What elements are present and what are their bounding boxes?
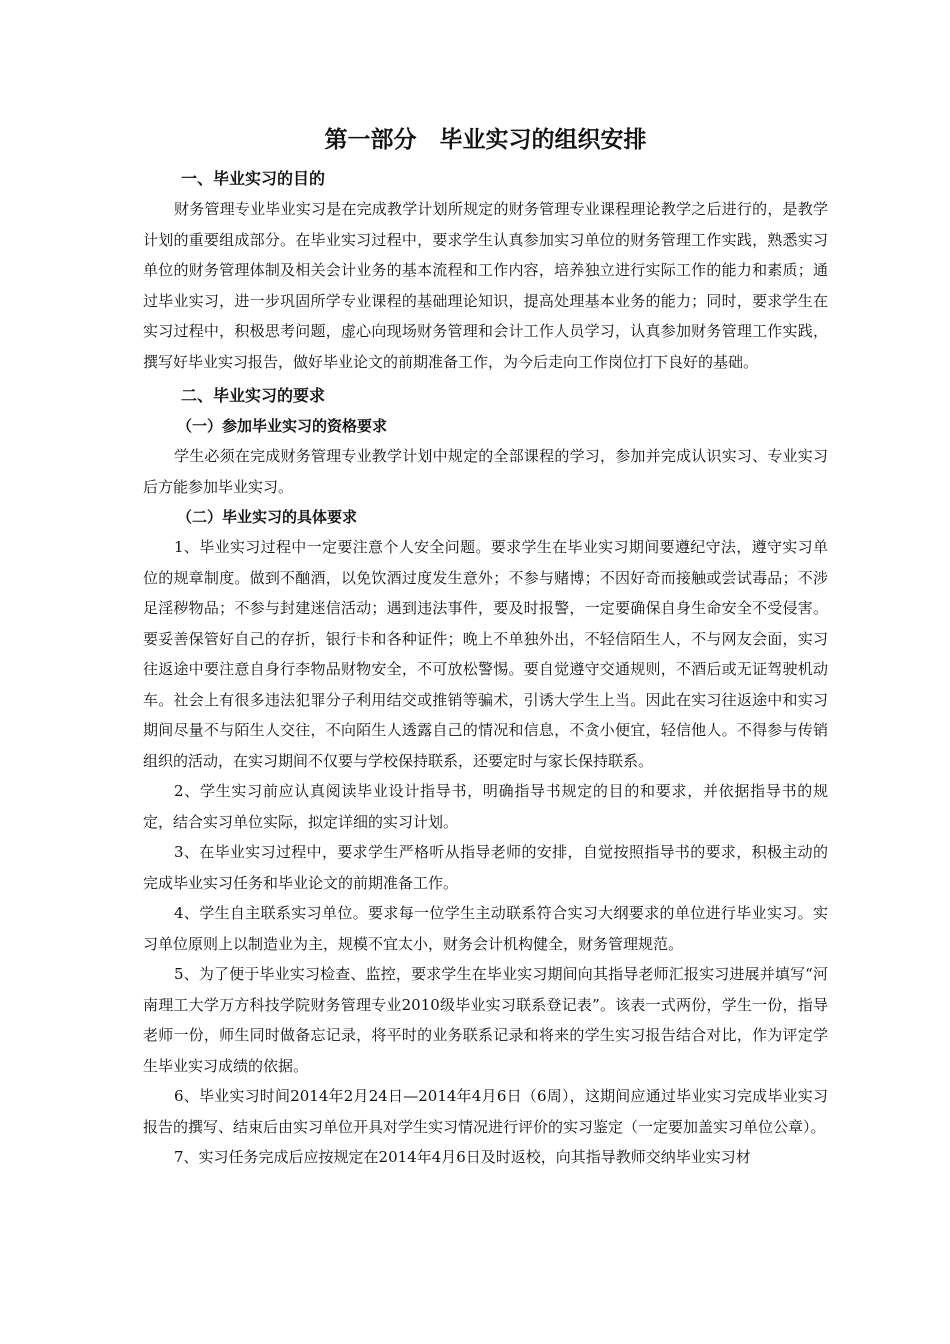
requirement-item-4: 4、学生自主联系实习单位。要求每一位学生主动联系符合实习大纲要求的单位进行毕业实习。实习单位原则上以制造业为主，规模不宜太小，财务会计机构健全，财务管理规范。 [143, 904, 828, 953]
subsection-heading-specific: （二）毕业实习的具体要求 [177, 508, 358, 526]
requirement-item-5: 5、为了便于毕业实习检查、监控，要求学生在毕业实习期间向其指导老师汇报实习进展并填写“河南理工大学万方科技学院财务管理专业2010级毕业实习联系登记表”。该表一式两份，学生一份，指导老师一份，师生同时做备忘记录，将平时的业务联系记录和将来的学生实习报告结合对比，作为评定学生毕业实习成绩的依据。 [143, 965, 828, 1075]
requirement-item-7: 7、实习任务完成后应按规定在2014年4月6日及时返校，向其指导教师交纳毕业实习材 [174, 1148, 751, 1166]
requirement-item-6: 6、毕业实习时间2014年2月24日—2014年4月6日（6周），这期间应通过毕业实习完成毕业实习报告的撰写、结束后由实习单位开具对学生实习情况进行评价的实习鉴定（一定要加盖实习单位公章）。 [143, 1087, 828, 1136]
page-title: 第一部分 毕业实习的组织安排 [324, 127, 647, 153]
subsection-heading-qualification: （一）参加毕业实习的资格要求 [177, 417, 388, 435]
paragraph-qualification: 学生必须在完成财务管理专业教学计划中规定的全部课程的学习，参加并完成认识实习、专业实习后方能参加毕业实习。 [143, 447, 828, 496]
section-heading-requirements: 二、毕业实习的要求 [181, 386, 326, 405]
requirement-item-3: 3、在毕业实习过程中，要求学生严格听从指导老师的安排，自觉按照指导书的要求，积极主动的完成毕业实习任务和毕业论文的前期准备工作。 [143, 843, 828, 892]
section-heading-purpose: 一、毕业实习的目的 [181, 169, 326, 188]
requirement-item-1: 1、毕业实习过程中一定要注意个人安全问题。要求学生在毕业实习期间要遵纪守法，遵守实习单位的规章制度。做到不酗酒，以免饮酒过度发生意外；不参与赌博；不因好奇而接触或尝试毒品；不涉足淫秽物品；不参与封建迷信活动；遇到违法事件，要及时报警，一定要确保自身生命安全不受侵害。要妥善保管好自己的存折，银行卡和各种证件；晚上不单独外出，不轻信陌生人，不与网友会面，实习往返途中要注意自身行李物品财物安全，不可放松警惕。要自觉遵守交通规则，不酒后或无证驾驶机动车。社会上有很多违法犯罪分子利用结交或推销等骗术，引诱大学生上当。因此在实习往返途中和实习期间尽量不与陌生人交往，不向陌生人透露自己的情况和信息，不贪小便宜，轻信他人。不得参与传销组织的活动，在实习期间不仅要与学校保持联系，还要定时与家长保持联系。 [143, 538, 828, 770]
document-body [143, 118, 828, 1173]
paragraph-purpose: 财务管理专业毕业实习是在完成教学计划所规定的财务管理专业课程理论教学之后进行的，是教学计划的重要组成部分。在毕业实习过程中，要求学生认真参加实习单位的财务管理工作实践，熟悉实习单位的财务管理体制及相关会计业务的基本流程和工作内容，培养独立进行实际工作的能力和素质；通过毕业实习，进一步巩固所学专业课程的基础理论知识，提高处理基本业务的能力；同时，要求学生在实习过程中，积极思考问题，虚心向现场财务管理和会计工作人员学习，认真参加财务管理工作实践，撰写好毕业实习报告，做好毕业论文的前期准备工作，为今后走向工作岗位打下良好的基础。 [143, 200, 828, 371]
requirement-item-2: 2、学生实习前应认真阅读毕业设计指导书，明确指导书规定的目的和要求，并依据指导书的规定，结合实习单位实际，拟定详细的实习计划。 [143, 782, 828, 831]
